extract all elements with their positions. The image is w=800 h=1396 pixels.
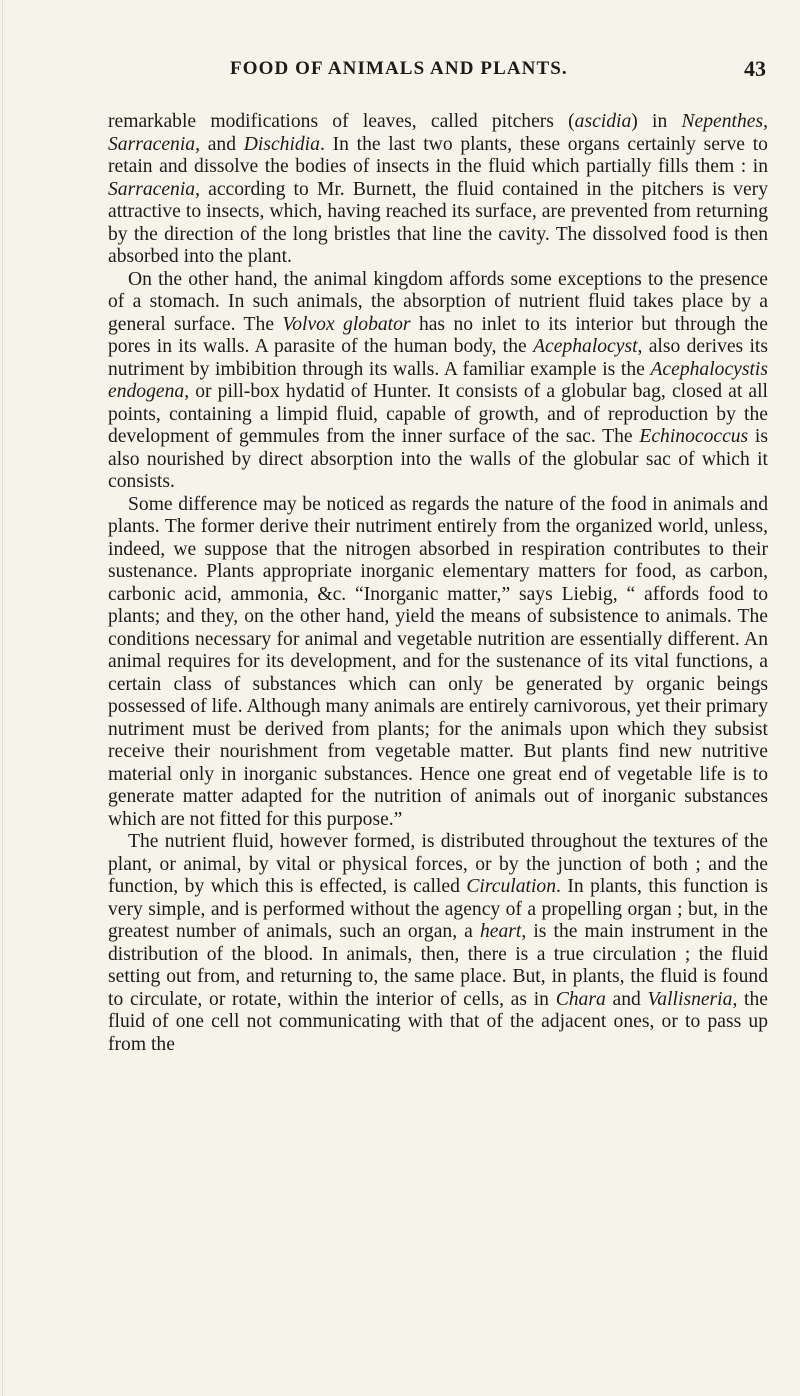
text-run: is also nourished by direct absorption into the walls of the globular sac of which it consists. [108,426,768,492]
italic-term: Sarracenia [108,178,196,200]
italic-term: Dischidia [243,133,320,155]
italic-term: Nepenthes [681,111,764,132]
text-run: , is the main instrument in the distribution of the blood. In animals, then, there is a true circulation ; the fluid setting out from, and returning to, the same place. But, in plants, the fluid is found to circulate, or rotate, within the interior of cells, as in [108,921,768,1010]
italic-term: Circulation [466,876,556,897]
running-head [108,58,766,88]
paragraph [108,269,768,494]
text-run: , according to Mr. Burnett, the fluid contained in the pitchers is very attractive to insects, which, having reached its surface, are prevented from returning by the direction of the long bristles that line the cavity. The dissolved food is then absorbed into the plant. [108,178,768,267]
text-run: has no inlet to its interior but through the pores in its walls. A parasite of the human body, the [108,313,769,357]
page-edge-line [2,0,3,1396]
text-run: , [763,111,768,132]
paragraph [108,494,768,832]
text-run: ) in [631,111,682,132]
italic-term: Volvox globator [282,313,411,335]
text-run: , or pill-box hydatid of Hunter. It consists of a globular bag, closed at all points, containing a limpid fluid, capable of growth, and of reproduction by the development of gemmules from the inner surface of the sac. The [108,381,768,447]
italic-term: Vallisneria [647,988,733,1010]
italic-term: Chara [555,988,606,1010]
text-run: The nutrient fluid, however formed, is distributed throughout the textures of the plant, or animal, by vital or physical forces, or by the junction of both ; and the function, by which this is effected, is called [108,831,768,897]
italic-term: Acephalocyst [533,336,638,357]
text-run: remarkable modifications of leaves, called pitchers ( [108,111,575,132]
text-run: , the fluid of one cell not communicating with that of the adjacent ones, or to pass up from the [108,988,768,1055]
text-run: , and [195,133,244,155]
paragraph [108,111,768,269]
text-run: . In plants, this function is very simple, and is performed without the agency of a propelling organ ; but, in the greatest number of animals, such an organ, a [108,876,768,942]
italic-term: ascidia [574,111,632,132]
text-run: and [605,988,648,1010]
running-title: FOOD OF ANIMALS AND PLANTS. [230,58,568,79]
body-text [108,111,768,1056]
text-run: Some difference may be noticed as regards the nature of the food in animals and plants. The former derive their nutriment entirely from the organized world, unless, indeed, we suppose that the nitrogen absorbed in respiration contributes to their sustenance. Plants appropriate inorganic elementary matters for food, as carbon, carbonic acid, ammonia, &c. “Inorganic matter,” says Liebig, “ affords food to plants; and they, on the other hand, yield the means of subsistence to animals. The conditions necessary for animal and vegetable nutrition are essentially different. An animal requires for its development, and for the sustenance of its vital functions, a certain class of substances which can only be generated by organic beings possessed of life. Although many animals are entirely carnivorous, yet their primary nutriment must be derived from plants; for the animals upon which they subsist receive their nourishment from vegetable matter. But plants find new nutritive material only in inorganic substances. Hence one great end of vegetable life is to generate matter adapted for the nutrition of animals out of inorganic substances which are not fitted for this purpose.” [108,493,768,830]
paragraph [108,831,768,1056]
italic-term: Echinococcus [639,426,749,447]
italic-term: Acephalocystis endogena [108,358,768,402]
italic-term: heart [479,921,522,942]
italic-term: Sarracenia [108,133,196,155]
page-number: 43 [744,56,766,81]
text-run: , also derives its nutriment by imbibition through its walls. A familiar example is the [108,336,768,380]
text-run: On the other hand, the animal kingdom affords some exceptions to the presence of a stomach. In such animals, the absorption of nutrient fluid takes place by a general surface. The [108,268,768,335]
text-run: . In the last two plants, these organs certainly serve to retain and dissolve the bodies of insects in the fluid which partially fills them : in [108,133,768,177]
